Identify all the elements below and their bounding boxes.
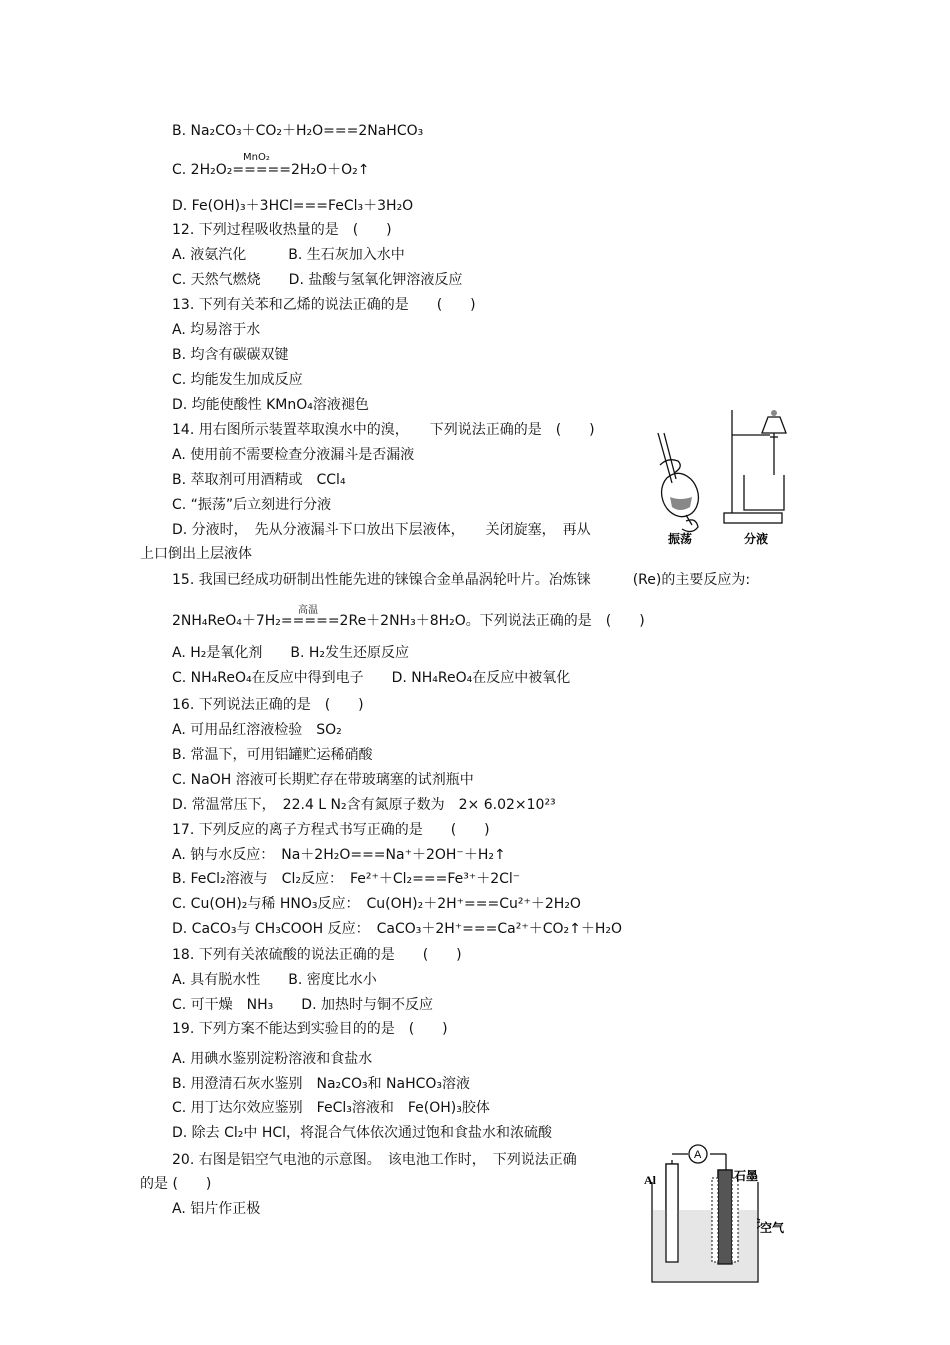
question-15-line1: 15. 我国已经成功研制出性能先进的铼镍合金单晶涡轮叶片。冶炼铼 (Re)的主要反应为: <box>172 572 751 588</box>
question-13-option-c: C. 均能发生加成反应 <box>172 372 303 388</box>
question-13-option-b: B. 均含有碳碳双键 <box>172 347 289 363</box>
question-15-line2: 2NH₄ReO₄＋7H₂=====2Re＋2NH₃＋8H₂O。下列说法正确的是 ( ) <box>172 613 645 629</box>
question-19-option-d: D. 除去 Cl₂中 HCl，将混合气体依次通过饱和食盐水和浓硫酸 <box>172 1125 553 1141</box>
question-14: 14. 用右图所示装置萃取溴水中的溴， 下列说法正确的是 ( ) <box>172 422 595 438</box>
question-14-option-b: B. 萃取剂可用酒精或 CCl₄ <box>172 472 346 488</box>
question-18: 18. 下列有关浓硫酸的说法正确的是 ( ) <box>172 947 462 963</box>
question-15-options-ab: A. H₂是氧化剂 B. H₂发生还原反应 <box>172 645 410 661</box>
question-15-options-cd: C. NH₄ReO₄在反应中得到电子 D. NH₄ReO₄在反应中被氧化 <box>172 670 571 686</box>
question-16: 16. 下列说法正确的是 ( ) <box>172 697 364 713</box>
question-19: 19. 下列方案不能达到实验目的的是 ( ) <box>172 1021 448 1037</box>
catalyst-label: MnO₂ <box>243 152 270 163</box>
question-17: 17. 下列反应的离子方程式书写正确的是 ( ) <box>172 822 490 838</box>
caption-shaking: 振荡 <box>668 532 693 546</box>
question-16-option-c: C. NaOH 溶液可长期贮存在带玻璃塞的试剂瓶中 <box>172 772 474 788</box>
option-11c: C. 2H₂O₂=====2H₂O＋O₂↑ <box>172 162 370 178</box>
question-20-line1: 20. 右图是铝空气电池的示意图。 该电池工作时， 下列说法正确 <box>172 1152 577 1168</box>
caption-separating: 分液 <box>744 532 769 546</box>
question-14-option-d-line1: D. 分液时， 先从分液漏斗下口放出下层液体， 关闭旋塞， 再从 <box>172 522 591 538</box>
question-14-option-c: C. “振荡”后立刻进行分液 <box>172 497 332 513</box>
question-14-option-a: A. 使用前不需要检查分液漏斗是否漏液 <box>172 447 415 463</box>
label-al: Al <box>644 1173 656 1187</box>
question-17-option-d: D. CaCO₃与 CH₃COOH 反应： CaCO₃＋2H⁺===Ca²⁺＋CO₂↑＋H₂O <box>172 921 623 937</box>
label-graphite: 石墨 <box>734 1169 759 1183</box>
label-air: 空气 <box>760 1221 785 1235</box>
extraction-figure <box>640 405 790 550</box>
question-19-option-b: B. 用澄清石灰水鉴别 Na₂CO₃和 NaHCO₃溶液 <box>172 1076 471 1092</box>
option-11d: D. Fe(OH)₃＋3HCl===FeCl₃＋3H₂O <box>172 198 414 214</box>
question-16-option-a: A. 可用品红溶液检验 SO₂ <box>172 722 342 738</box>
question-16-option-b: B. 常温下，可用铝罐贮运稀硝酸 <box>172 747 373 763</box>
question-12-options-ab: A. 液氨汽化 B. 生石灰加入水中 <box>172 247 405 263</box>
question-20-option-a: A. 铝片作正极 <box>172 1201 261 1217</box>
question-13-option-d: D. 均能使酸性 KMnO₄溶液褪色 <box>172 397 369 413</box>
condition-label: 高温 <box>298 605 318 616</box>
option-11b: B. Na₂CO₃＋CO₂＋H₂O===2NaHCO₃ <box>172 123 424 139</box>
question-13: 13. 下列有关苯和乙烯的说法正确的是 ( ) <box>172 297 476 313</box>
question-20-line2: 的是 ( ) <box>140 1176 212 1192</box>
question-14-option-d-line2: 上口倒出上层液体 <box>140 546 252 562</box>
question-18-options-ab: A. 具有脱水性 B. 密度比水小 <box>172 972 377 988</box>
question-17-option-c: C. Cu(OH)₂与稀 HNO₃反应： Cu(OH)₂＋2H⁺===Cu²⁺＋2H₂O <box>172 896 581 912</box>
question-12-options-cd: C. 天然气燃烧 D. 盐酸与氢氧化钾溶液反应 <box>172 272 463 288</box>
battery-figure <box>640 1140 790 1288</box>
question-13-option-a: A. 均易溶于水 <box>172 322 261 338</box>
question-12: 12. 下列过程吸收热量的是 ( ) <box>172 222 392 238</box>
ammeter-label: A <box>694 1149 702 1161</box>
question-19-option-c: C. 用丁达尔效应鉴别 FeCl₃溶液和 Fe(OH)₃胶体 <box>172 1100 490 1116</box>
question-16-option-d: D. 常温常压下， 22.4 L N₂含有氮原子数为 2× 6.02×10²³ <box>172 797 556 813</box>
question-19-option-a: A. 用碘水鉴别淀粉溶液和食盐水 <box>172 1051 373 1067</box>
question-17-option-a: A. 钠与水反应： Na＋2H₂O===Na⁺＋2OH⁻＋H₂↑ <box>172 847 506 863</box>
question-18-options-cd: C. 可干燥 NH₃ D. 加热时与铜不反应 <box>172 997 433 1013</box>
question-17-option-b: B. FeCl₂溶液与 Cl₂反应： Fe²⁺＋Cl₂===Fe³⁺＋2Cl⁻ <box>172 871 521 887</box>
